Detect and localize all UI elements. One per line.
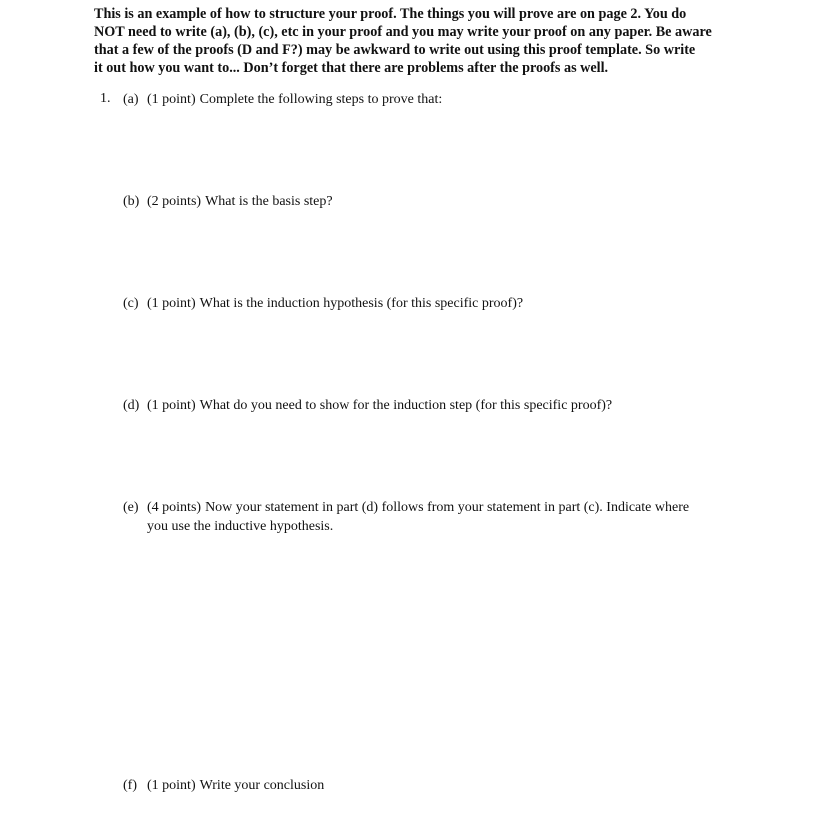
part-points: (1 point) bbox=[147, 92, 196, 107]
part-tag: (f) bbox=[123, 778, 137, 793]
part-text-continuation: you use the inductive hypothesis. bbox=[147, 519, 334, 534]
question-part-c bbox=[123, 294, 723, 313]
question-number: 1. bbox=[100, 91, 111, 106]
part-text: What is the basis step? bbox=[205, 194, 333, 209]
part-points: (2 points) bbox=[147, 194, 202, 209]
question-part-d bbox=[123, 396, 723, 415]
part-text: What do you need to show for the induction step (for this specific proof)? bbox=[199, 398, 613, 413]
intro-line: it out how you want to... Don’t forget that there are problems after the proofs as well. bbox=[94, 60, 609, 76]
part-text: Now your statement in part (d) follows from your statement in part (c). Indicate where bbox=[205, 500, 690, 515]
part-text: Write your conclusion bbox=[199, 778, 325, 793]
part-points: (1 point) bbox=[147, 398, 196, 413]
intro-line: This is an example of how to structure your proof. The things you will prove are on page 2. You do bbox=[94, 6, 687, 22]
intro-paragraph bbox=[94, 5, 720, 77]
question-part-f bbox=[123, 776, 723, 795]
part-text: What is the induction hypothesis (for this specific proof)? bbox=[199, 296, 524, 311]
part-tag: (e) bbox=[123, 500, 139, 515]
part-points: (1 point) bbox=[147, 778, 196, 793]
part-text: Complete the following steps to prove that: bbox=[199, 92, 443, 107]
part-tag: (a) bbox=[123, 92, 139, 107]
part-points: (1 point) bbox=[147, 296, 196, 311]
question-part-a bbox=[123, 90, 723, 109]
part-tag: (d) bbox=[123, 398, 140, 413]
intro-line: that a few of the proofs (D and F?) may be awkward to write out using this proof template. So write bbox=[94, 42, 696, 58]
intro-line: NOT need to write (a), (b), (c), etc in your proof and you may write your proof on any paper. Be aware bbox=[94, 24, 712, 40]
question-part-e bbox=[123, 498, 723, 536]
part-tag: (c) bbox=[123, 296, 139, 311]
part-points: (4 points) bbox=[147, 500, 202, 515]
part-tag: (b) bbox=[123, 194, 140, 209]
question-part-b bbox=[123, 192, 723, 211]
